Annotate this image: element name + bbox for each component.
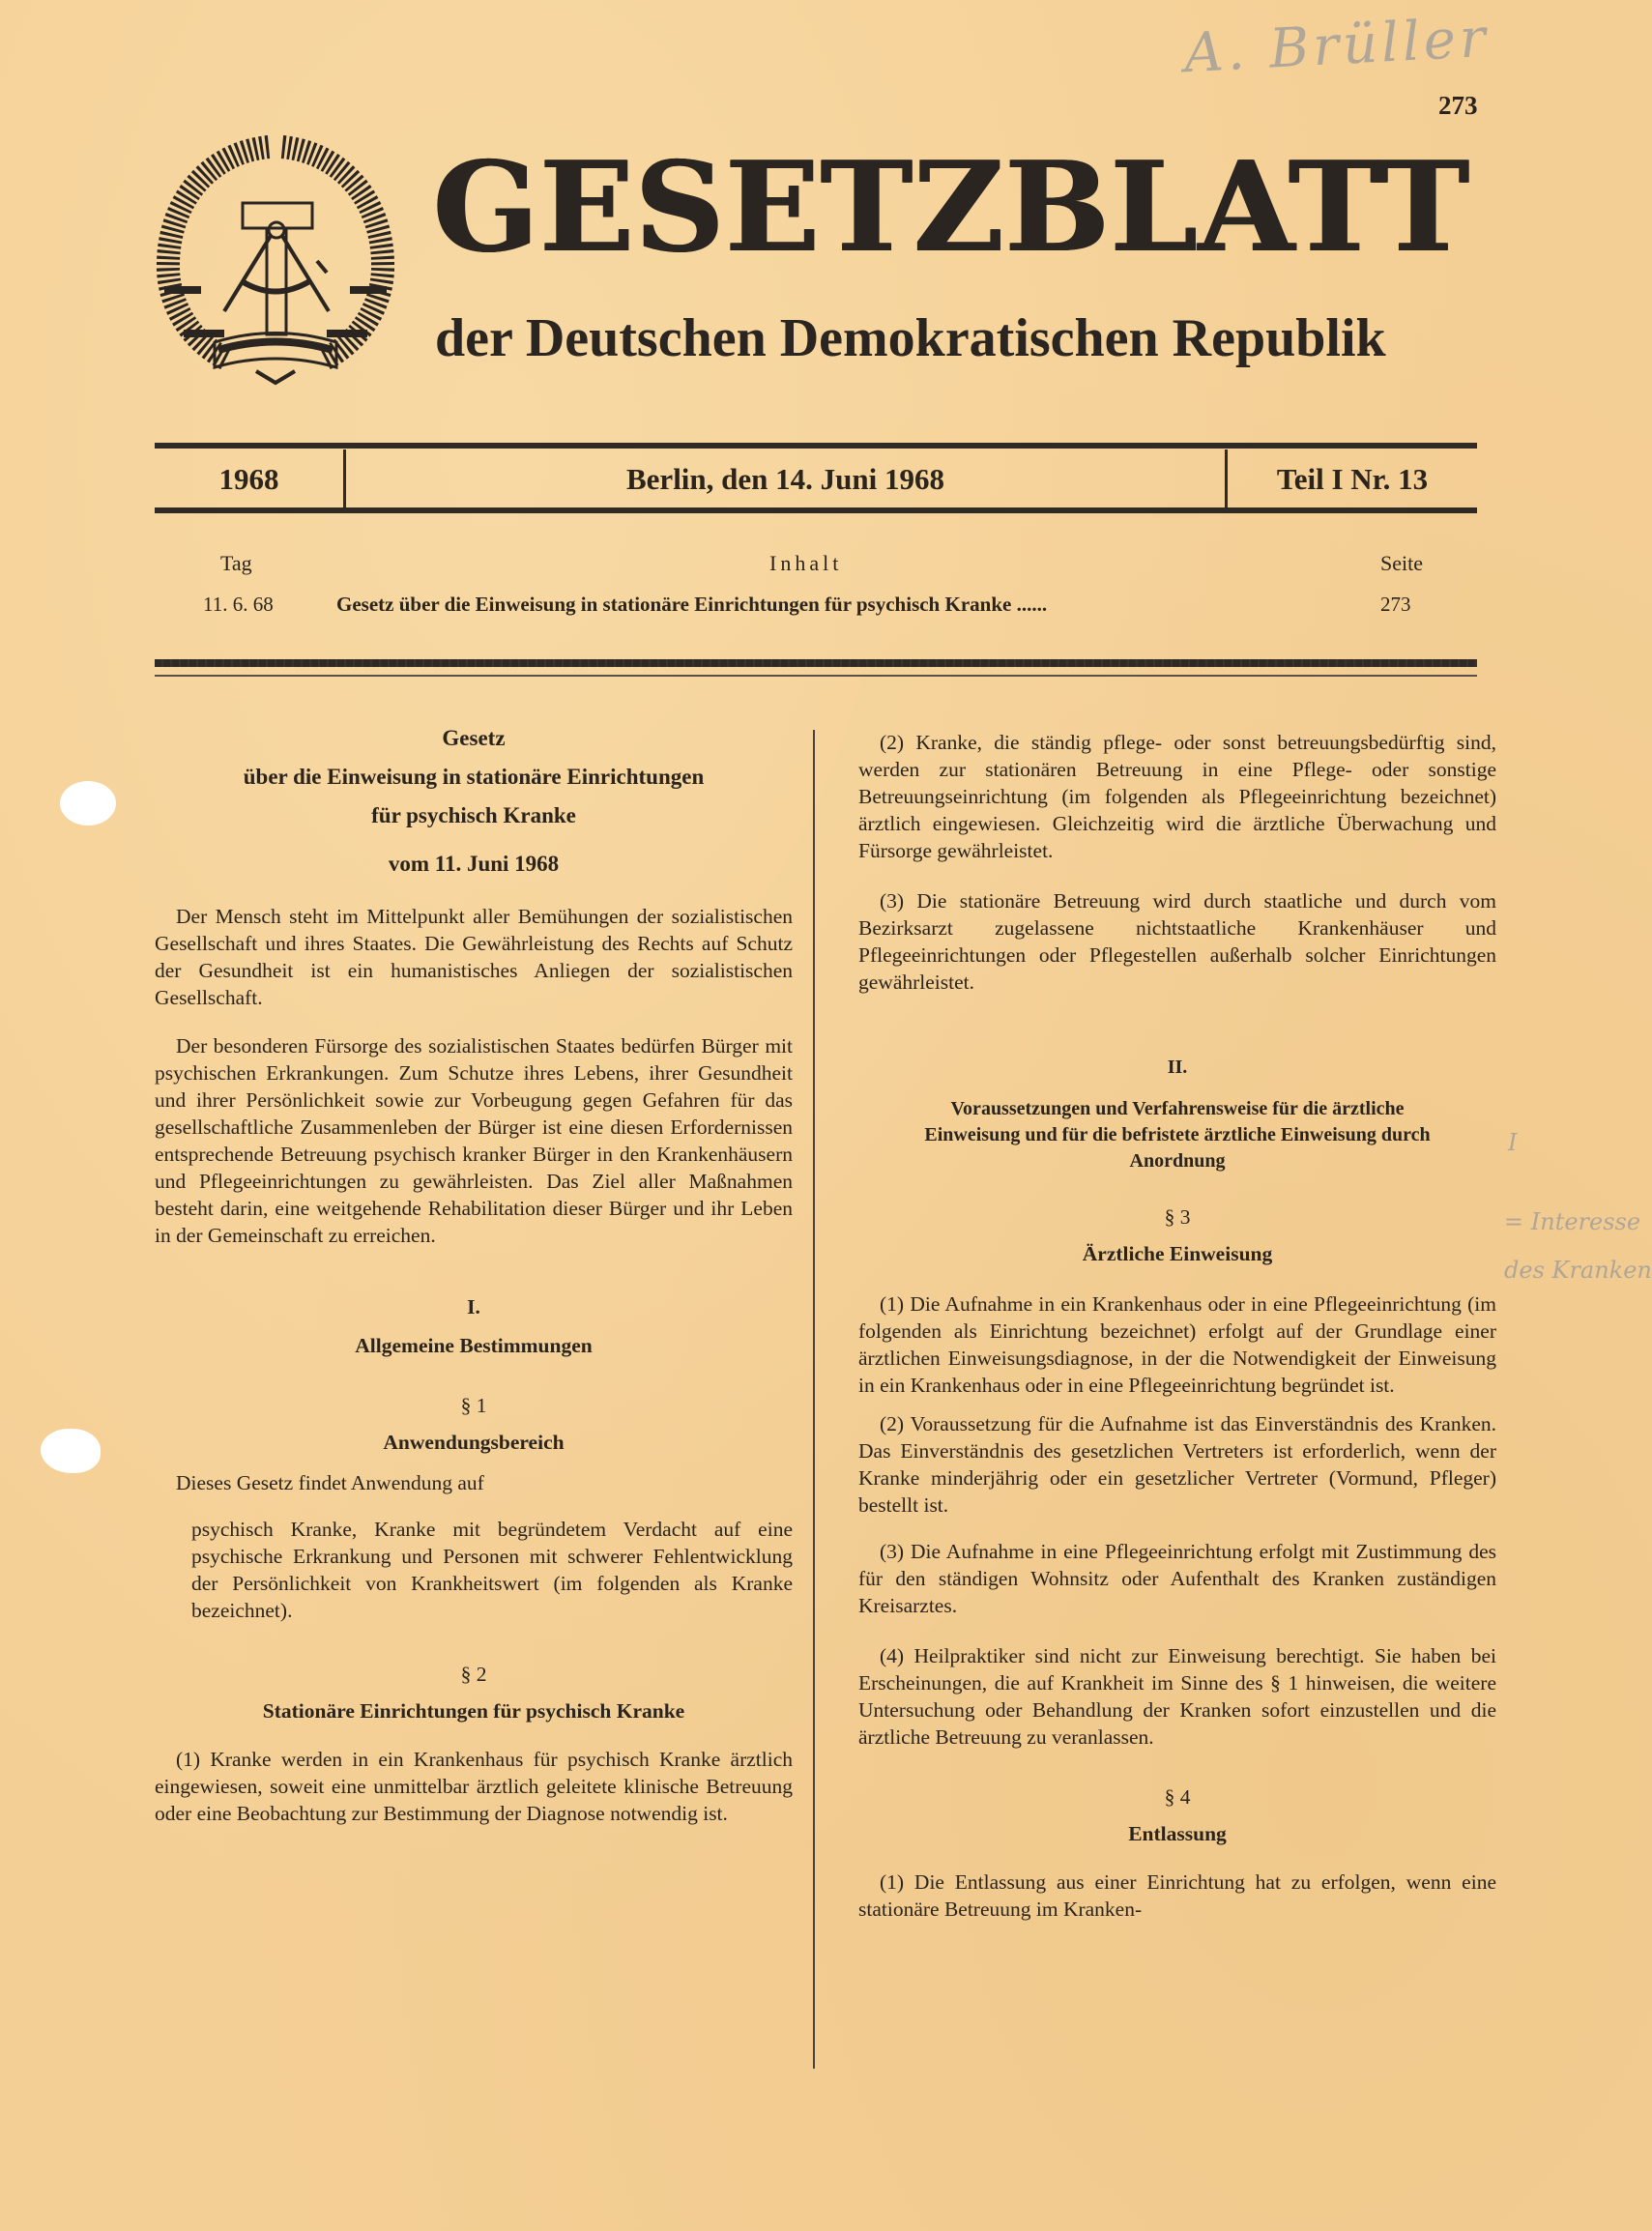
right-column bbox=[858, 725, 1496, 1923]
toc-row-day: 11. 6. 68 bbox=[203, 593, 274, 616]
section2-number: § 2 bbox=[460, 1663, 487, 1686]
left-column bbox=[155, 725, 793, 1827]
toc-row-content[interactable]: Gesetz über die Einweisung in stationäre Einrichtungen für psychisch Kranke ...... bbox=[336, 593, 1048, 616]
handwritten-signature: A. Brüller bbox=[1182, 6, 1492, 86]
law-title-line1: Gesetz bbox=[442, 726, 506, 750]
section2-title: Stationäre Einrichtungen für psychisch Kranke bbox=[262, 1699, 685, 1723]
section4-number: § 4 bbox=[1164, 1785, 1191, 1809]
section3-paragraph-1: (1) Die Aufnahme in ein Krankenhaus oder in eine Pflegeeinrichtung (im folgenden als Einrichtung bezeichnet) erfolgt auf der Grundlage einer ärztlichen Einweisungsdiagnose, in der die Notwendigkeit der Einweisung in ein Krankenhaus oder in eine Pflegeeinrichtung begründet ist. bbox=[858, 1292, 1496, 1397]
page-number: 273 bbox=[1438, 91, 1478, 120]
section1-intro: Dieses Gesetz findet Anwendung auf bbox=[176, 1471, 484, 1494]
punch-hole-top bbox=[60, 781, 116, 826]
part2-number: II. bbox=[1167, 1057, 1188, 1078]
toc-header-page: Seite bbox=[1380, 551, 1423, 575]
toc-bottom-rule bbox=[155, 659, 1477, 667]
section2-paragraph-1: (1) Kranke werden in ein Krankenhaus für psychisch Kranke ärztlich eingewiesen, soweit eine unmittelbar ärztlich geleitete klinische Betreuung oder eine Beobachtung zur Bestimmung der Diagnose notwendig ist. bbox=[155, 1748, 793, 1825]
margin-note-line1: = Interesse bbox=[1504, 1208, 1641, 1235]
info-bar-top-rule bbox=[155, 443, 1477, 449]
toc-thin-rule bbox=[155, 675, 1477, 677]
section4-title: Entlassung bbox=[1128, 1822, 1227, 1845]
section3-title: Ärztliche Einweisung bbox=[1082, 1242, 1273, 1265]
section3-paragraph-3: (3) Die Aufnahme in eine Pflegeeinrichtung erfolgt mit Zustimmung des für den ständigen Wohnsitz oder Aufenthalt des Kranken zuständigen Kreisarztes. bbox=[858, 1540, 1496, 1617]
law-date: vom 11. Juni 1968 bbox=[388, 852, 560, 876]
section3-number: § 3 bbox=[1164, 1205, 1191, 1229]
masthead-title: GESETZBLATT bbox=[433, 135, 1470, 280]
section2-paragraph-2: (2) Kranke, die ständig pflege- oder sonst betreuungsbedürftig sind, werden zur stationären Betreuung in eine Pflege- oder sonstige Betreuungseinrichtung (im folgenden als Pflegeeinrichtung bezeichnet) ärztlich eingewiesen. Gleichzeitig wird die ärztliche Überwachung und Fürsorge gewährleistet. bbox=[858, 731, 1496, 862]
law-title-line3: für psychisch Kranke bbox=[371, 803, 576, 827]
section3-paragraph-4: (4) Heilpraktiker sind nicht zur Einweisung berechtigt. Sie haben bei Erscheinungen, die auf Krankheit im Sinne des § 1 hinweisen, die weitere Untersuchung oder Behandlung der Kranken sofort einzustellen und die ärztliche Betreuung zu veranlassen. bbox=[858, 1644, 1496, 1749]
law-title-line2: über die Einweisung in stationäre Einrichtungen bbox=[243, 765, 705, 789]
toc-header-content: Inhalt bbox=[769, 551, 843, 575]
info-bar-bottom-rule bbox=[155, 507, 1477, 513]
info-bar bbox=[155, 449, 1477, 509]
preamble-paragraph-2: Der besonderen Fürsorge des sozialistischen Staates bedürfen Bürger mit psychischen Erkrankungen. Zum Schutze ihres Lebens, ihrer Gesundheit und ihrer Persönlichkeit sowie zur Vorbeugung gegen Gefahren für das gesellschaftliche Zusammenleben der Bürger ist eine diesen Erfordernissen entsprechende Betreuung psychisch kranker Bürger in den Krankenhäusern und Pflegeeinrichtungen zu gewährleisten. Das Ziel aller Maßnahmen besteht darin, eine weitgehende Rehabilitation dieser Bürger und ihr Leben in der Gemeinschaft zu erreichen. bbox=[155, 1034, 793, 1247]
part1-number: I. bbox=[467, 1295, 480, 1318]
gdr-emblem-icon bbox=[155, 135, 396, 389]
issue-place-date: Berlin, den 14. Juni 1968 bbox=[626, 462, 944, 496]
toc-row-page: 273 bbox=[1380, 593, 1411, 616]
section1-title: Anwendungsbereich bbox=[383, 1431, 565, 1454]
punch-hole-bottom bbox=[41, 1429, 101, 1473]
preamble-paragraph-1: Der Mensch steht im Mittelpunkt aller Bemühungen der sozialistischen Gesellschaft und ihres Staates. Die Gewährleistung des Rechts auf Schutz der Gesundheit ist ein humanistisches Anliegen der sozialistischen Gesellschaft. bbox=[155, 905, 793, 1009]
toc-header-day: Tag bbox=[220, 551, 252, 575]
section2-paragraph-3: (3) Die stationäre Betreuung wird durch staatliche und durch vom Bezirksarzt zugelassene nichtstaatliche Krankenhäuser und Pflegeeinrichtungen oder Pflegestellen außerhalb solcher Einrichtungen gewährleistet. bbox=[858, 889, 1496, 994]
part2-title: Voraussetzungen und Verfahrensweise für die ärztliche Einweisung und für die befristete ärztliche Einweisung durch Anordnung bbox=[924, 1098, 1431, 1172]
column-divider bbox=[813, 730, 815, 2069]
table-of-contents bbox=[203, 551, 1450, 628]
part1-title: Allgemeine Bestimmungen bbox=[355, 1334, 593, 1357]
section4-paragraph-1: (1) Die Entlassung aus einer Einrichtung hat zu erfolgen, wenn eine stationäre Betreuung im Kranken- bbox=[858, 1870, 1496, 1921]
section3-paragraph-2: (2) Voraussetzung für die Aufnahme ist das Einverständnis des Kranken. Das Einverständnis des gesetzlichen Vertreters ist erforderlich, wenn der Kranke minderjährig oder ein gesetzlicher Vertreter (Vormund, Pfleger) bestellt ist. bbox=[858, 1412, 1496, 1517]
section1-body: psychisch Kranke, Kranke mit begründetem Verdacht auf eine psychische Erkrankung und Personen mit schwerer Fehlentwicklung der Persönlichkeit von Krankheitswert (im folgenden als Kranke bezeichnet). bbox=[191, 1518, 793, 1622]
section1-number: § 1 bbox=[460, 1394, 487, 1417]
issue-year: 1968 bbox=[218, 462, 279, 496]
issue-part-number: Teil I Nr. 13 bbox=[1276, 462, 1429, 496]
margin-mark: I bbox=[1508, 1129, 1518, 1156]
masthead-subtitle: der Deutschen Demokratischen Republik bbox=[435, 308, 1386, 368]
margin-note-line2: des Kranken bbox=[1504, 1257, 1652, 1284]
